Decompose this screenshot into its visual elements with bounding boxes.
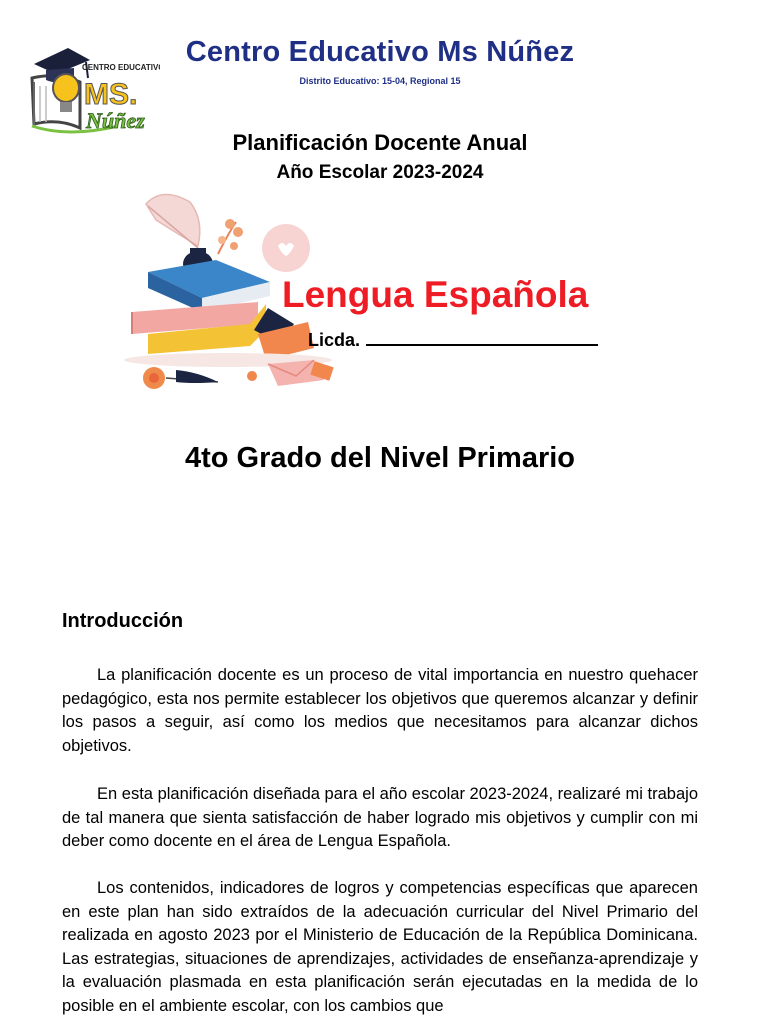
intro-paragraph-1: La planificación docente es un proceso de vital importancia en nuestro quehacer pedagógico, esta nos permite establecer los objetivos que queremos alcanzar y definir los pasos a seguir, así como los medios que necesitamos para alcanzar dichos objetivos. [62,666,698,755]
logo-text-name: Núñez [86,108,145,133]
plan-title: Planificación Docente Anual [232,130,528,155]
school-name: Centro Educativo Ms Núñez [185,36,575,68]
school-logo [28,42,160,138]
intro-paragraph-3: Los contenidos, indicadores de logros y competencias específicas que aparecen en este plan han sido extraídos de la adecuación curricular del Nivel Primario del realizada en agosto 2023 por el Ministerio de Educación de la República Dominicana. Las estrategias, situaciones de aprendizajes, actividades de enseñanza-aprendizaje y la evaluación plasmada en esta planificación serán ejecutadas en la medida de lo posible en el ambiente escolar, con los cambios que [62,879,698,1015]
subject-title: Lengua Española [282,274,589,315]
grade-title: 4to Grado del Nivel Primario [185,442,575,474]
teacher-line [308,328,598,351]
intro-paragraph-2: En esta planificación diseñada para el año escolar 2023-2024, realizaré mi trabajo de tal manera que sienta satisfacción de haber logrado mis objetivos y cumplir con mi deber como docente en el área de Lengua Española. [62,785,698,850]
teacher-label: Licda. [308,330,361,350]
district-info: Distrito Educativo: 15-04, Regional 15 [299,76,461,86]
school-year: Año Escolar 2023-2024 [276,162,484,183]
logo-text-top: CENTRO EDUCATIVO [82,63,160,72]
introduction-heading: Introducción [62,610,184,632]
teacher-name-blank [366,328,598,346]
logo-text-ms: MS. [84,78,138,111]
